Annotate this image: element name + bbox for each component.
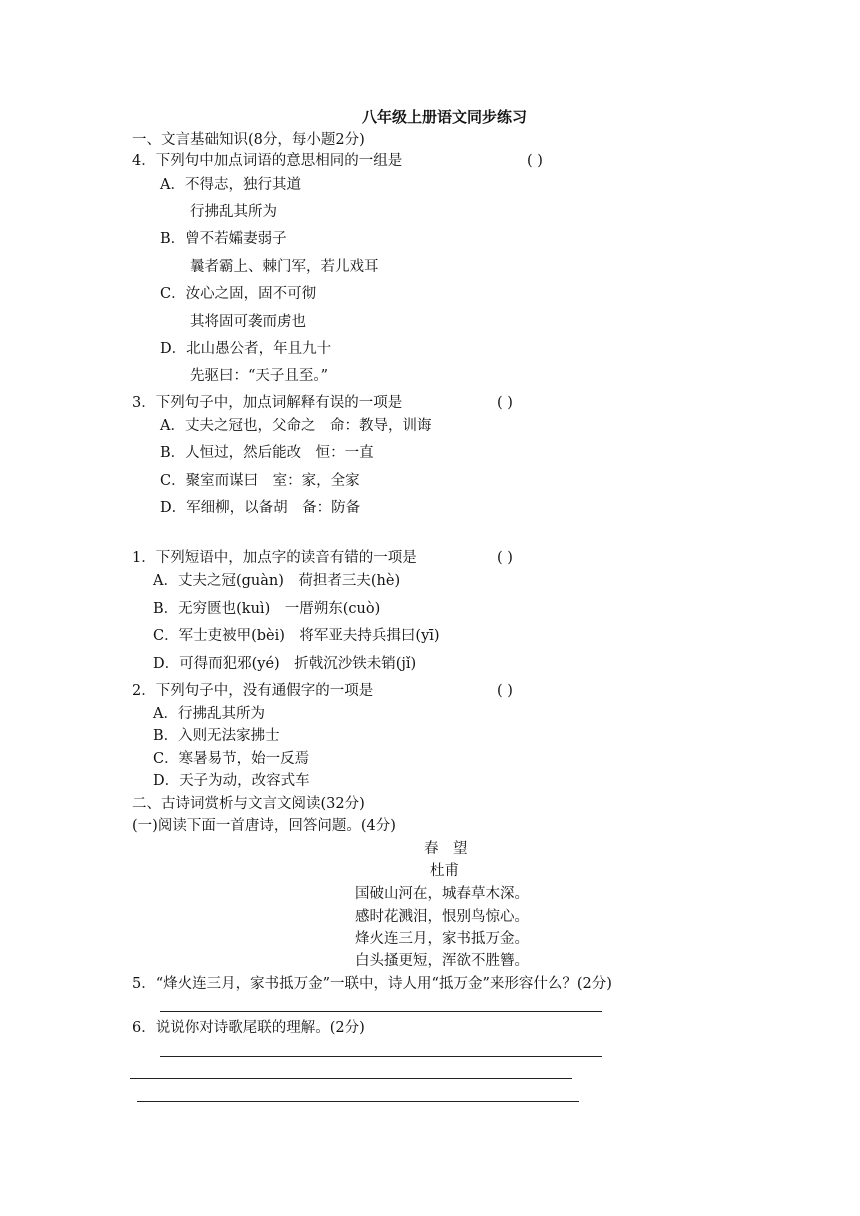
q2-option-c: C．寒暑易节，始一反焉 [153,751,310,767]
poem-line-4: 白头搔更短，浑欲不胜簪。 [355,953,529,969]
q1-option-c: C．军士吏被甲(bèi) 将军亚夫持兵揖曰(yī) [153,628,440,644]
q4-option-b-line2: 曩者霸上、棘门军，若儿戏耳 [190,259,379,275]
option-letter: C． [160,286,186,302]
option-letter: A． [160,177,185,193]
poem-title: 春 望 [424,841,468,857]
q1-answer-paren: ( ) [497,550,513,566]
option-line1: 北山愚公者，年且九十 [186,341,332,357]
q3-stem: 3．下列句子中，加点词解释有误的一项是 [132,395,403,411]
option-line1: 不得志，独行其道 [184,177,301,193]
option-letter: B． [160,231,186,247]
q2-option-d: D．天子为动，改容式车 [153,773,310,789]
q6-answer-line-3[interactable] [137,1101,579,1102]
poem-line-1: 国破山河在，城春草木深。 [355,886,529,902]
page-title: 八年级上册语文同步练习 [362,108,528,126]
q4-answer-paren: ( ) [527,153,543,169]
poem-author: 杜甫 [430,863,459,879]
q4-option-c-line2: 其将固可袭而虏也 [190,314,306,330]
q1-option-d: D．可得而犯邪(yé) 折戟沉沙铁未销(jǐ) [153,656,417,672]
q4-option-c [160,285,316,303]
q3-answer-paren: ( ) [497,395,513,411]
q2-option-a: A．行拂乱其所为 [153,706,265,722]
option-letter: D． [160,341,187,357]
q6-answer-line-1[interactable] [160,1056,602,1057]
q4-stem: 4．下列句中加点词语的意思相同的一组是 [132,153,403,169]
poem-line-3: 烽火连三月，家书抵万金。 [355,931,529,947]
q4-option-a [160,176,301,194]
q2-option-b: B．入则无法家拂士 [153,728,280,744]
section-1-heading: 一、文言基础知识(8分，每小题2分) [132,132,365,148]
q1-stem: 1．下列短语中，加点字的读音有错的一项是 [132,550,417,566]
q1-option-a: A．丈夫之冠(guàn) 荷担者三夫(hè) [153,573,401,589]
q2-answer-paren: ( ) [497,683,513,699]
option-line1: 汝心之固，固不可彻 [185,286,317,302]
q6-stem: 6．说说你对诗歌尾联的理解。(2分) [132,1020,365,1036]
part-1-heading: (一)阅读下面一首唐诗，回答问题。(4分) [132,818,396,834]
section-2-heading: 二、古诗词赏析与文言文阅读(32分) [132,796,365,812]
q3-option-c: C．聚室而谋曰 室：家，全家 [160,473,360,489]
q5-stem: 5．“烽火连三月，家书抵万金”一联中，诗人用“抵万金”来形容什么？(2分) [132,976,612,992]
q3-option-a: A．丈夫之冠也，父命之 命：教导，训诲 [160,418,432,434]
poem-line-2: 感时花溅泪，恨别鸟惊心。 [355,909,529,925]
q2-stem: 2．下列句子中，没有通假字的一项是 [132,683,374,699]
q1-option-b: B．无穷匮也(kuì) 一厝朔东(cuò) [153,601,381,617]
option-line1: 曾不若孀妻弱子 [185,231,287,247]
q4-option-a-line2: 行拂乱其所为 [190,204,277,220]
q5-answer-line[interactable] [160,1011,602,1012]
q3-option-b: B．人恒过，然后能改 恒：一直 [160,445,374,461]
q3-option-d: D．军细柳，以备胡 备：防备 [160,500,361,516]
q6-answer-line-2[interactable] [130,1078,572,1079]
q4-option-d [160,340,331,358]
q4-option-d-line2: 先驱曰：“天子且至。” [190,368,329,384]
q4-option-b [160,230,287,248]
